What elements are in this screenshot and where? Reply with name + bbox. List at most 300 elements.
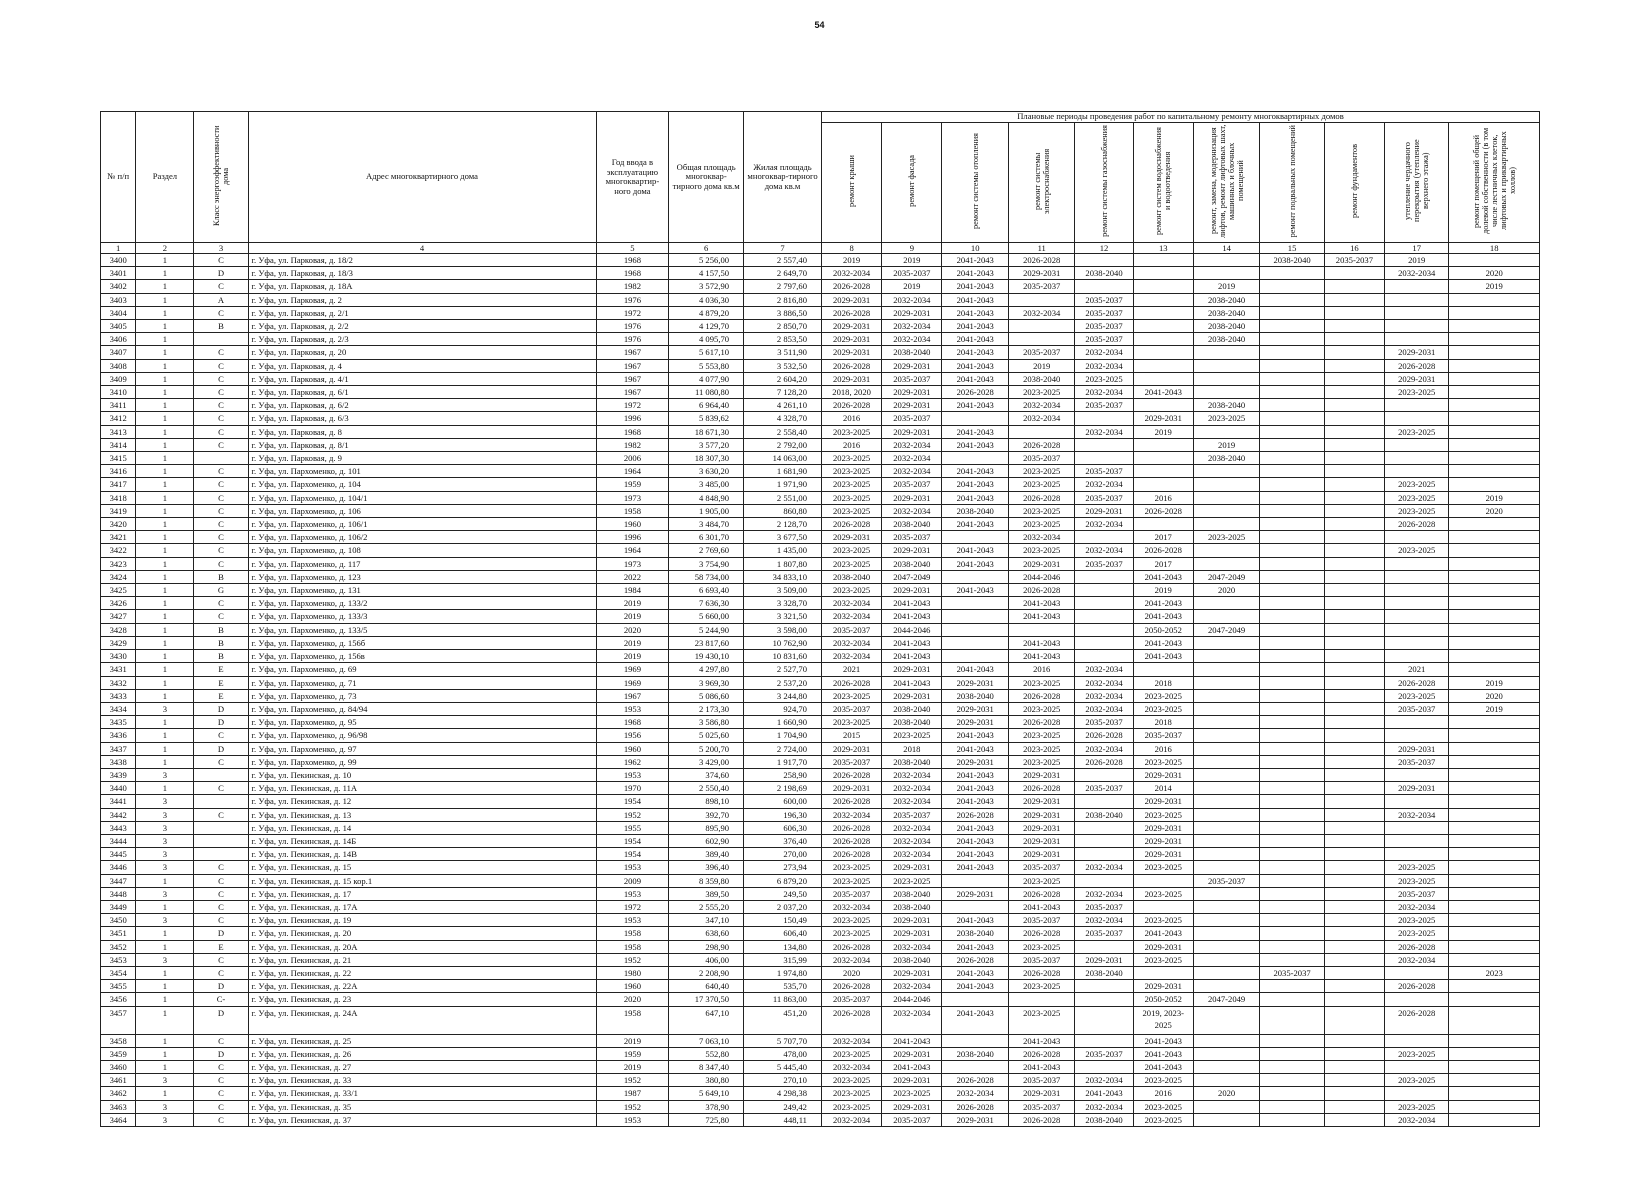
cell-roof-period: 2035-2037 — [821, 623, 881, 636]
cell-attic-period: 2032-2034 — [1385, 900, 1449, 913]
cell-total-area: 8 347,40 — [669, 1060, 744, 1073]
cell-attic-period — [1385, 1060, 1449, 1073]
cell-heating-period — [942, 610, 1008, 623]
cell-water-period: 2023-2025 — [1133, 755, 1193, 768]
cell-address: г. Уфа, ул. Пекинская, д. 19 — [248, 914, 596, 927]
cell-facade-period: 2029-2031 — [882, 584, 942, 597]
cell-year-built: 1958 — [596, 504, 669, 517]
table-row — [101, 755, 1540, 768]
cell-year-built: 2019 — [596, 1060, 669, 1073]
cell-attic-period: 2023-2025 — [1385, 874, 1449, 887]
cell-roof-period: 2026-2028 — [821, 676, 881, 689]
cell-attic-period: 2035-2037 — [1385, 702, 1449, 715]
cell-attic-period: 2029-2031 — [1385, 742, 1449, 755]
cell-elevator-period: 2038-2040 — [1193, 333, 1259, 346]
cell-common-premises-period — [1449, 821, 1540, 834]
cell-attic-period — [1385, 1034, 1449, 1047]
cell-living-area: 3 677,50 — [744, 531, 822, 544]
cell-living-area: 1 681,90 — [744, 465, 822, 478]
cell-common-premises-period — [1449, 557, 1540, 570]
cell-common-premises-period — [1449, 861, 1540, 874]
cell-gas-period: 2032-2034 — [1075, 742, 1133, 755]
cell-address: г. Уфа, ул. Пархоменко, д. 97 — [248, 742, 596, 755]
cell-living-area: 4 261,10 — [744, 399, 822, 412]
cell-basement-period — [1260, 1113, 1324, 1126]
cell-gas-period: 2032-2034 — [1075, 1074, 1133, 1087]
cell-roof-period: 2018, 2020 — [821, 386, 881, 399]
cell-water-period: 2023-2025 — [1133, 689, 1193, 702]
cell-address: г. Уфа, ул. Парковая, д. 20 — [248, 346, 596, 359]
cell-living-area: 451,20 — [744, 1006, 822, 1034]
cell-attic-period: 2023-2025 — [1385, 1100, 1449, 1113]
cell-attic-period — [1385, 729, 1449, 742]
cell-total-area: 378,90 — [669, 1100, 744, 1113]
col-header-facade: ремонт фасада — [882, 123, 942, 243]
cell-foundation-period — [1324, 900, 1384, 913]
cell-row-index: 3463 — [101, 1100, 136, 1113]
table-row — [101, 663, 1540, 676]
cell-total-area: 5 025,60 — [669, 729, 744, 742]
cell-electricity-period: 2044-2046 — [1008, 570, 1074, 583]
cell-heating-period: 2041-2043 — [942, 399, 1008, 412]
cell-water-period — [1133, 306, 1193, 319]
cell-water-period — [1133, 372, 1193, 385]
cell-living-area: 14 063,00 — [744, 452, 822, 465]
cell-roof-period: 2023-2025 — [821, 874, 881, 887]
cell-address: г. Уфа, ул. Пекинская, д. 12 — [248, 795, 596, 808]
cell-roof-period: 2023-2025 — [821, 689, 881, 702]
cell-common-premises-period — [1449, 1074, 1540, 1087]
cell-section: 1 — [136, 966, 194, 979]
cell-foundation-period — [1324, 1006, 1384, 1034]
cell-year-built: 1982 — [596, 280, 669, 293]
cell-year-built: 1967 — [596, 346, 669, 359]
cell-row-index: 3419 — [101, 504, 136, 517]
cell-heating-period: 2026-2028 — [942, 1100, 1008, 1113]
cell-facade-period: 2032-2034 — [882, 768, 942, 781]
cell-common-premises-period — [1449, 438, 1540, 451]
cell-common-premises-period: 2019 — [1449, 702, 1540, 715]
cell-roof-period: 2038-2040 — [821, 570, 881, 583]
cell-elevator-period: 2038-2040 — [1193, 320, 1259, 333]
cell-attic-period: 2023-2025 — [1385, 914, 1449, 927]
cell-facade-period: 2038-2040 — [882, 900, 942, 913]
cell-roof-period: 2020 — [821, 966, 881, 979]
cell-row-index: 3448 — [101, 887, 136, 900]
cell-common-premises-period — [1449, 372, 1540, 385]
cell-heating-period: 2041-2043 — [942, 861, 1008, 874]
cell-section: 1 — [136, 1034, 194, 1047]
cell-section: 1 — [136, 333, 194, 346]
cell-foundation-period — [1324, 623, 1384, 636]
cell-heating-period: 2041-2043 — [942, 425, 1008, 438]
cell-year-built: 1968 — [596, 425, 669, 438]
cell-row-index: 3402 — [101, 280, 136, 293]
cell-living-area: 600,00 — [744, 795, 822, 808]
cell-row-index: 3461 — [101, 1074, 136, 1087]
col-header-roof: ремонт крыши — [821, 123, 881, 243]
cell-elevator-period — [1193, 386, 1259, 399]
cell-elevator-period — [1193, 980, 1259, 993]
cell-facade-period: 2044-2046 — [882, 623, 942, 636]
cell-basement-period — [1260, 346, 1324, 359]
cell-foundation-period — [1324, 1047, 1384, 1060]
cell-heating-period: 2026-2028 — [942, 953, 1008, 966]
cell-common-premises-period — [1449, 570, 1540, 583]
cell-elevator-period: 2020 — [1193, 584, 1259, 597]
cell-electricity-period: 2029-2031 — [1008, 1087, 1074, 1100]
cell-row-index: 3432 — [101, 676, 136, 689]
cell-foundation-period — [1324, 782, 1384, 795]
cell-gas-period: 2035-2037 — [1075, 1047, 1133, 1060]
cell-facade-period: 2029-2031 — [882, 399, 942, 412]
cell-section: 3 — [136, 914, 194, 927]
cell-gas-period — [1075, 1060, 1133, 1073]
cell-roof-period: 2032-2034 — [821, 953, 881, 966]
cell-section: 1 — [136, 478, 194, 491]
col-header-common-premises: ремонт помещений общей долевой собственности (в том числе лестничных клеток, лифтовых и приквартирных холлов) — [1449, 123, 1540, 243]
cell-foundation-period — [1324, 320, 1384, 333]
cell-foundation-period — [1324, 848, 1384, 861]
cell-attic-period — [1385, 768, 1449, 781]
cell-total-area: 406,00 — [669, 953, 744, 966]
table-row — [101, 729, 1540, 742]
cell-energy-class: C — [194, 531, 248, 544]
cell-section: 1 — [136, 1087, 194, 1100]
cell-section: 1 — [136, 293, 194, 306]
cell-attic-period — [1385, 293, 1449, 306]
col-header-foundation: ремонт фундаментов — [1324, 123, 1384, 243]
cell-common-premises-period — [1449, 940, 1540, 953]
cell-electricity-period: 2026-2028 — [1008, 584, 1074, 597]
table-row — [101, 1060, 1540, 1073]
cell-facade-period: 2032-2034 — [882, 293, 942, 306]
cell-heating-period — [942, 531, 1008, 544]
col-header-attic-insulation: утепление чердачного перекрытия (утепление верхнего этажа) — [1385, 123, 1449, 243]
cell-basement-period — [1260, 465, 1324, 478]
cell-water-period — [1133, 320, 1193, 333]
cell-electricity-period — [1008, 293, 1074, 306]
cell-facade-period: 2032-2034 — [882, 1006, 942, 1034]
table-row — [101, 1074, 1540, 1087]
cell-roof-period: 2029-2031 — [821, 742, 881, 755]
cell-energy-class: C — [194, 359, 248, 372]
cell-electricity-period: 2023-2025 — [1008, 755, 1074, 768]
cell-gas-period — [1075, 650, 1133, 663]
cell-gas-period — [1075, 848, 1133, 861]
cell-roof-period: 2023-2025 — [821, 861, 881, 874]
cell-facade-period: 2041-2043 — [882, 1060, 942, 1073]
cell-electricity-period: 2035-2037 — [1008, 346, 1074, 359]
cell-water-period: 2029-2031 — [1133, 940, 1193, 953]
cell-common-premises-period — [1449, 465, 1540, 478]
cell-section: 1 — [136, 993, 194, 1006]
cell-living-area: 249,42 — [744, 1100, 822, 1113]
cell-common-premises-period — [1449, 768, 1540, 781]
cell-basement-period — [1260, 887, 1324, 900]
cell-basement-period — [1260, 755, 1324, 768]
cell-total-area: 5 839,62 — [669, 412, 744, 425]
cell-roof-period: 2026-2028 — [821, 306, 881, 319]
cell-heating-period: 2041-2043 — [942, 280, 1008, 293]
cell-electricity-period: 2041-2043 — [1008, 610, 1074, 623]
cell-attic-period — [1385, 716, 1449, 729]
cell-energy-class: C — [194, 755, 248, 768]
cell-address: г. Уфа, ул. Пекинская, д. 10 — [248, 768, 596, 781]
cell-gas-period: 2032-2034 — [1075, 518, 1133, 531]
cell-foundation-period — [1324, 861, 1384, 874]
cell-foundation-period — [1324, 333, 1384, 346]
cell-energy-class — [194, 452, 248, 465]
cell-total-area: 4 036,30 — [669, 293, 744, 306]
cell-heating-period: 2029-2031 — [942, 716, 1008, 729]
cell-energy-class: C — [194, 557, 248, 570]
column-number: 11 — [1008, 243, 1074, 254]
cell-heating-period: 2041-2043 — [942, 372, 1008, 385]
cell-foundation-period — [1324, 834, 1384, 847]
cell-roof-period: 2032-2034 — [821, 650, 881, 663]
cell-heating-period: 2041-2043 — [942, 346, 1008, 359]
cell-foundation-period — [1324, 372, 1384, 385]
cell-address: г. Уфа, ул. Пекинская, д. 21 — [248, 953, 596, 966]
cell-address: г. Уфа, ул. Пекинская, д. 35 — [248, 1100, 596, 1113]
cell-basement-period — [1260, 716, 1324, 729]
cell-section: 1 — [136, 980, 194, 993]
cell-roof-period: 2023-2025 — [821, 1100, 881, 1113]
cell-row-index: 3405 — [101, 320, 136, 333]
cell-address: г. Уфа, ул. Пархоменко, д. 133/3 — [248, 610, 596, 623]
cell-facade-period: 2019 — [882, 280, 942, 293]
cell-water-period: 2041-2043 — [1133, 1034, 1193, 1047]
cell-foundation-period — [1324, 359, 1384, 372]
cell-facade-period: 2029-2031 — [882, 386, 942, 399]
cell-water-period: 2016 — [1133, 1087, 1193, 1100]
cell-roof-period: 2023-2025 — [821, 425, 881, 438]
cell-heating-period — [942, 570, 1008, 583]
cell-energy-class: C — [194, 887, 248, 900]
cell-basement-period — [1260, 927, 1324, 940]
cell-energy-class: D — [194, 742, 248, 755]
cell-roof-period: 2019 — [821, 254, 881, 267]
cell-heating-period: 2041-2043 — [942, 742, 1008, 755]
cell-electricity-period — [1008, 623, 1074, 636]
col-header-living-area: Жилая площадь многоквар-тирного дома кв.м — [744, 112, 822, 243]
cell-energy-class: C — [194, 874, 248, 887]
cell-row-index: 3462 — [101, 1087, 136, 1100]
cell-elevator-period — [1193, 795, 1259, 808]
cell-common-premises-period — [1449, 1087, 1540, 1100]
cell-facade-period: 2029-2031 — [882, 861, 942, 874]
col-header-address: Адрес многоквартирного дома — [248, 112, 596, 243]
cell-facade-period: 2029-2031 — [882, 689, 942, 702]
cell-living-area: 3 328,70 — [744, 597, 822, 610]
cell-year-built: 2006 — [596, 452, 669, 465]
cell-basement-period — [1260, 306, 1324, 319]
cell-attic-period: 2023-2025 — [1385, 861, 1449, 874]
cell-basement-period — [1260, 452, 1324, 465]
cell-common-premises-period — [1449, 346, 1540, 359]
cell-roof-period: 2029-2031 — [821, 346, 881, 359]
cell-common-premises-period — [1449, 425, 1540, 438]
cell-heating-period: 2041-2043 — [942, 1006, 1008, 1034]
cell-common-premises-period — [1449, 1100, 1540, 1113]
cell-basement-period — [1260, 1047, 1324, 1060]
cell-common-premises-period — [1449, 399, 1540, 412]
cell-energy-class: D — [194, 1047, 248, 1060]
cell-water-period: 2023-2025 — [1133, 1113, 1193, 1126]
cell-heating-period — [942, 650, 1008, 663]
col-header-energy-class: Класс энергоэффективности дома — [194, 112, 248, 243]
cell-address: г. Уфа, ул. Пархоменко, д. 95 — [248, 716, 596, 729]
cell-roof-period: 2029-2031 — [821, 782, 881, 795]
cell-year-built: 2019 — [596, 1034, 669, 1047]
cell-basement-period — [1260, 504, 1324, 517]
cell-living-area: 270,00 — [744, 848, 822, 861]
cell-common-premises-period — [1449, 1006, 1540, 1034]
cell-gas-period: 2035-2037 — [1075, 399, 1133, 412]
cell-electricity-period: 2035-2037 — [1008, 452, 1074, 465]
table-row — [101, 900, 1540, 913]
cell-row-index: 3408 — [101, 359, 136, 372]
cell-foundation-period — [1324, 940, 1384, 953]
cell-energy-class: D — [194, 267, 248, 280]
cell-energy-class: C — [194, 544, 248, 557]
cell-water-period: 2041-2043 — [1133, 927, 1193, 940]
cell-attic-period — [1385, 570, 1449, 583]
cell-living-area: 11 863,00 — [744, 993, 822, 1006]
cell-common-premises-period — [1449, 848, 1540, 861]
cell-row-index: 3415 — [101, 452, 136, 465]
cell-address: г. Уфа, ул. Парковая, д. 18/3 — [248, 267, 596, 280]
cell-electricity-period: 2035-2037 — [1008, 280, 1074, 293]
cell-energy-class — [194, 333, 248, 346]
cell-electricity-period: 2029-2031 — [1008, 848, 1074, 861]
capital-repair-schedule-table — [100, 111, 1540, 1127]
cell-row-index: 3437 — [101, 742, 136, 755]
cell-row-index: 3412 — [101, 412, 136, 425]
cell-total-area: 640,40 — [669, 980, 744, 993]
cell-water-period: 2023-2025 — [1133, 1074, 1193, 1087]
cell-attic-period — [1385, 610, 1449, 623]
table-row — [101, 1006, 1540, 1034]
cell-electricity-period: 2023-2025 — [1008, 742, 1074, 755]
cell-living-area: 315,99 — [744, 953, 822, 966]
cell-gas-period: 2035-2037 — [1075, 782, 1133, 795]
cell-water-period: 2050-2052 — [1133, 993, 1193, 1006]
cell-water-period: 2041-2043 — [1133, 650, 1193, 663]
cell-water-period: 2041-2043 — [1133, 597, 1193, 610]
cell-roof-period: 2023-2025 — [821, 1047, 881, 1060]
cell-address: г. Уфа, ул. Пархоменко, д. 133/5 — [248, 623, 596, 636]
cell-year-built: 1976 — [596, 293, 669, 306]
cell-water-period: 2023-2025 — [1133, 953, 1193, 966]
cell-roof-period: 2016 — [821, 438, 881, 451]
cell-water-period — [1133, 293, 1193, 306]
cell-gas-period — [1075, 597, 1133, 610]
cell-water-period: 2026-2028 — [1133, 544, 1193, 557]
cell-elevator-period — [1193, 887, 1259, 900]
cell-common-premises-period — [1449, 834, 1540, 847]
cell-attic-period — [1385, 834, 1449, 847]
cell-facade-period: 2038-2040 — [882, 755, 942, 768]
cell-foundation-period — [1324, 386, 1384, 399]
cell-year-built: 1959 — [596, 478, 669, 491]
cell-elevator-period — [1193, 927, 1259, 940]
cell-total-area: 5 553,80 — [669, 359, 744, 372]
cell-year-built: 1987 — [596, 1087, 669, 1100]
cell-total-area: 6 964,40 — [669, 399, 744, 412]
cell-section: 1 — [136, 1047, 194, 1060]
cell-roof-period: 2026-2028 — [821, 821, 881, 834]
col-header-year-built: Год ввода в эксплуатацию многоквартир-ного дома — [596, 112, 669, 243]
cell-common-premises-period: 2023 — [1449, 966, 1540, 979]
cell-elevator-period — [1193, 504, 1259, 517]
cell-year-built: 1970 — [596, 782, 669, 795]
cell-electricity-period: 2023-2025 — [1008, 544, 1074, 557]
cell-energy-class: C — [194, 306, 248, 319]
cell-living-area: 2 792,00 — [744, 438, 822, 451]
cell-basement-period — [1260, 953, 1324, 966]
cell-energy-class: C — [194, 372, 248, 385]
cell-address: г. Уфа, ул. Пархоменко, д. 133/2 — [248, 597, 596, 610]
cell-year-built: 1973 — [596, 557, 669, 570]
cell-energy-class: C — [194, 1113, 248, 1126]
cell-facade-period: 2032-2034 — [882, 848, 942, 861]
cell-electricity-period: 2023-2025 — [1008, 465, 1074, 478]
cell-gas-period: 2035-2037 — [1075, 333, 1133, 346]
table-row — [101, 293, 1540, 306]
cell-row-index: 3411 — [101, 399, 136, 412]
column-number: 12 — [1075, 243, 1133, 254]
table-row — [101, 425, 1540, 438]
cell-row-index: 3460 — [101, 1060, 136, 1073]
cell-common-premises-period — [1449, 953, 1540, 966]
column-number: 18 — [1449, 243, 1540, 254]
cell-heating-period: 2029-2031 — [942, 702, 1008, 715]
cell-attic-period: 2026-2028 — [1385, 940, 1449, 953]
cell-row-index: 3404 — [101, 306, 136, 319]
cell-electricity-period: 2026-2028 — [1008, 887, 1074, 900]
cell-facade-period: 2038-2040 — [882, 346, 942, 359]
cell-section: 3 — [136, 795, 194, 808]
cell-gas-period: 2035-2037 — [1075, 491, 1133, 504]
table-row — [101, 887, 1540, 900]
cell-row-index: 3452 — [101, 940, 136, 953]
cell-electricity-period: 2035-2037 — [1008, 861, 1074, 874]
cell-roof-period: 2023-2025 — [821, 716, 881, 729]
cell-heating-period — [942, 1060, 1008, 1073]
cell-address: г. Уфа, ул. Парковая, д. 2/1 — [248, 306, 596, 319]
cell-roof-period: 2026-2028 — [821, 980, 881, 993]
cell-common-premises-period — [1449, 518, 1540, 531]
cell-section: 1 — [136, 267, 194, 280]
cell-common-premises-period: 2019 — [1449, 491, 1540, 504]
cell-facade-period: 2041-2043 — [882, 1034, 942, 1047]
cell-address: г. Уфа, ул. Пархоменко, д. 106/2 — [248, 531, 596, 544]
cell-water-period: 2016 — [1133, 491, 1193, 504]
cell-foundation-period — [1324, 452, 1384, 465]
cell-total-area: 3 630,20 — [669, 465, 744, 478]
cell-energy-class: C — [194, 966, 248, 979]
column-number: 6 — [669, 243, 744, 254]
cell-living-area: 2 853,50 — [744, 333, 822, 346]
cell-elevator-period — [1193, 940, 1259, 953]
cell-year-built: 2019 — [596, 597, 669, 610]
cell-basement-period — [1260, 399, 1324, 412]
table-row — [101, 359, 1540, 372]
cell-water-period: 2023-2025 — [1133, 861, 1193, 874]
table-row — [101, 306, 1540, 319]
